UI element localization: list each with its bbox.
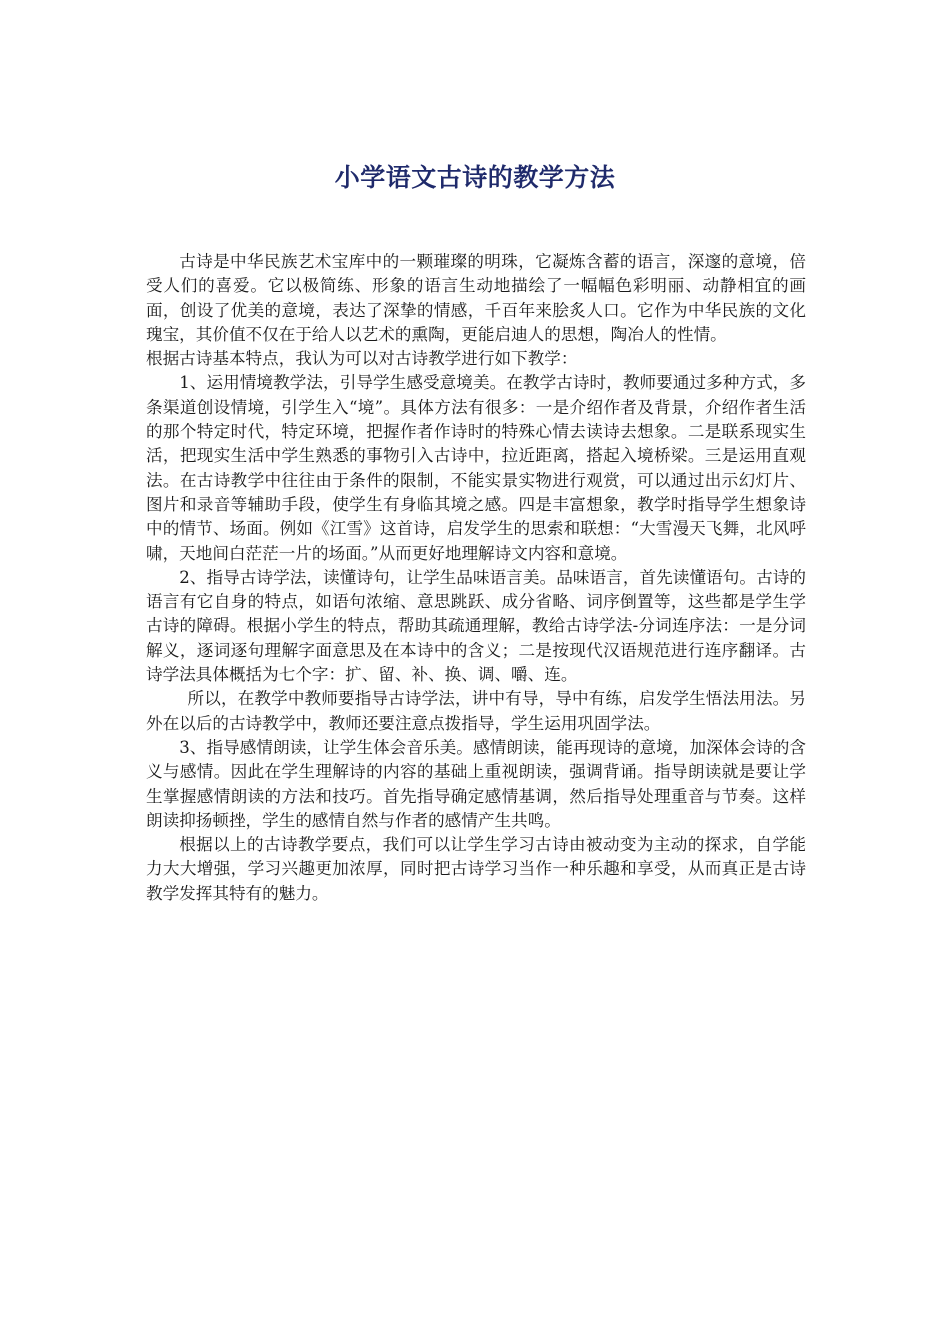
document-body	[146, 250, 806, 906]
document-title: 小学语文古诗的教学方法	[334, 163, 616, 192]
paragraph-method-2-summary: 所以，在教学中教师要指导古诗学法，讲中有导，导中有练，启发学生悟法用法。另外在以后的古诗教学中，教师还要注意点拨指导，学生运用巩固学法。	[146, 689, 806, 733]
paragraph-conclusion: 根据以上的古诗教学要点，我们可以让学生学习古诗由被动变为主动的探求，自学能力大大增强，学习兴趣更加浓厚，同时把古诗学习当作一种乐趣和享受，从而真正是古诗教学发挥其特有的魅力。	[146, 835, 806, 903]
paragraph-method-2: 2、指导古诗学法，读懂诗句，让学生品味语言美。品味语言，首先读懂语句。古诗的语言有它自身的特点，如语句浓缩、意思跳跃、成分省略、词序倒置等，这些都是学生学古诗的障碍。根据小学生的特点，帮助其疏通理解，教给古诗学法-分词连序法：一是分词解义，逐词逐句理解字面意思及在本诗中的含义；二是按现代汉语规范进行连序翻译。古诗学法具体概括为七个字：扩、留、补、换、调、嚼、连。	[146, 567, 806, 685]
paragraph-intro: 古诗是中华民族艺术宝库中的一颗璀璨的明珠，它凝炼含蓄的语言，深邃的意境，倍受人们的喜爱。它以极简练、形象的语言生动地描绘了一幅幅色彩明丽、动静相宜的画面，创设了优美的意境，表达了深挚的情感，千百年来脍炙人口。它作为中华民族的文化瑰宝，其价值不仅在于给人以艺术的熏陶，更能启迪人的思想，陶冶人的性情。	[146, 252, 806, 344]
paragraph-method-1: 1、运用情境教学法，引导学生感受意境美。在教学古诗时，教师要通过多种方式，多条渠道创设情境，引学生入“境”。具体方法有很多：一是介绍作者及背景，介绍作者生活的那个特定时代，特定环境，把握作者作诗时的特殊心情去读诗去想象。二是联系现实生活，把现实生活中学生熟悉的事物引入古诗中，拉近距离，搭起入境桥梁。三是运用直观法。在古诗教学中往往由于条件的限制，不能实景实物进行观赏，可以通过出示幻灯片、图片和录音等辅助手段，使学生有身临其境之感。四是丰富想象，教学时指导学生想象诗中的情节、场面。例如《江雪》这首诗，启发学生的思索和联想：“大雪漫天飞舞，北风呼啸，天地间白茫茫一片的场面。”从而更好地理解诗文内容和意境。	[146, 373, 806, 563]
paragraph-lead-in: 根据古诗基本特点，我认为可以对古诗教学进行如下教学：	[146, 349, 578, 369]
paragraph-method-3: 3、指导感情朗读，让学生体会音乐美。感情朗读，能再现诗的意境，加深体会诗的含义与感情。因此在学生理解诗的内容的基础上重视朗读，强调背诵。指导朗读就是要让学生掌握感情朗读的方法和技巧。首先指导确定感情基调，然后指导处理重音与节奏。这样朗读抑扬顿挫，学生的感情自然与作者的感情产生共鸣。	[146, 737, 806, 830]
